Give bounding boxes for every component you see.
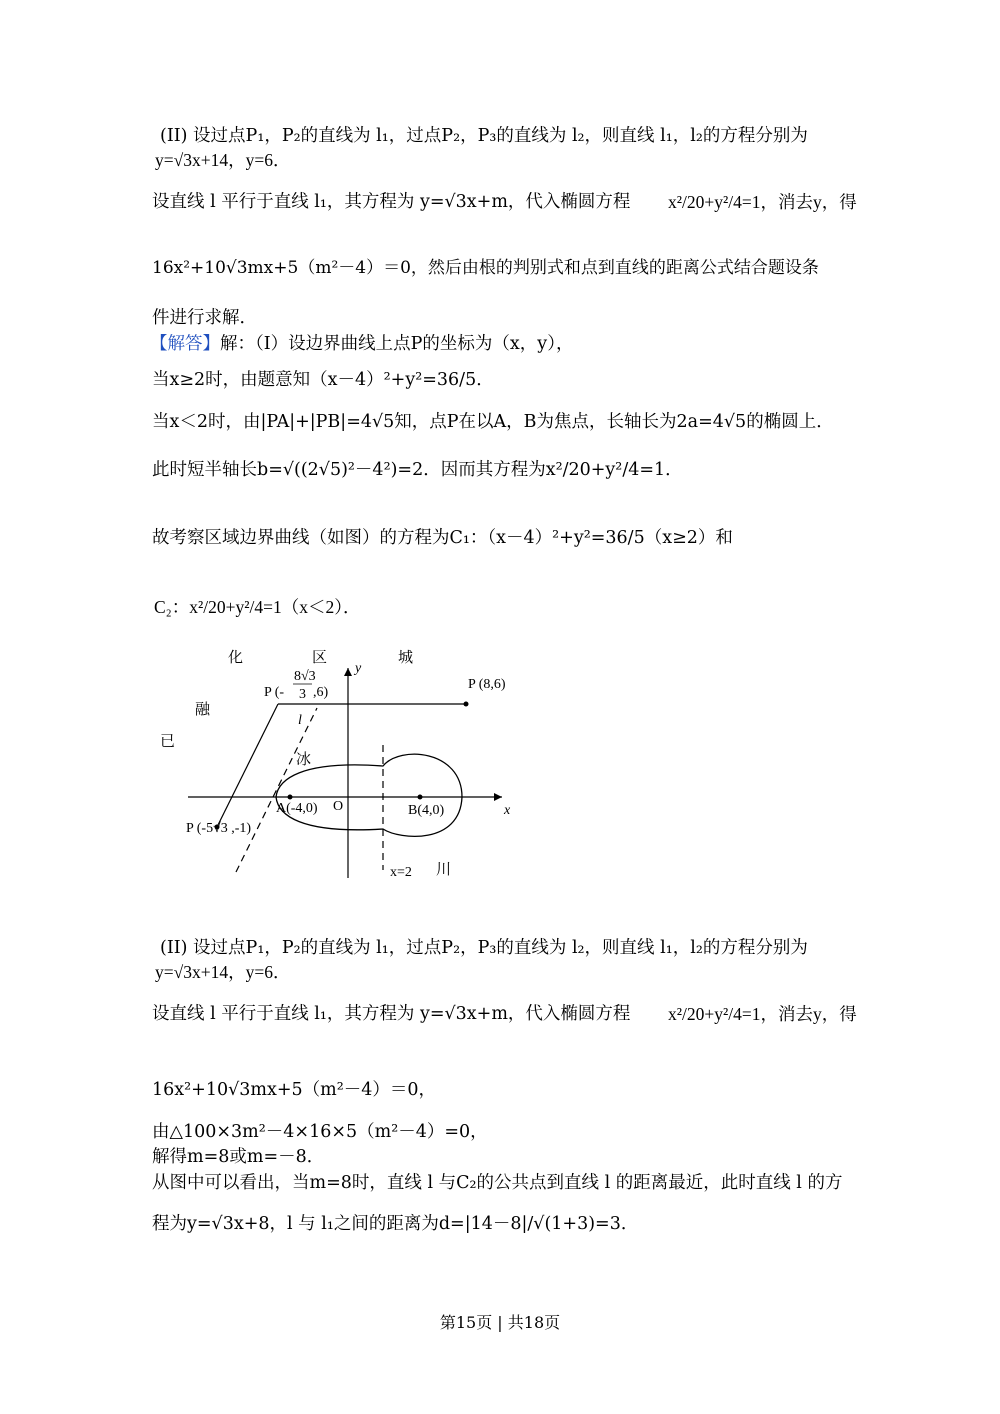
solution-line2: 当x≥2时，由题意知（x－4）²+y²=36/5．: [152, 370, 494, 390]
y-axis-arrow: [344, 668, 352, 676]
label-x-axis: x: [504, 803, 511, 818]
label-y-axis: y: [355, 661, 362, 676]
solution-line1: [150, 332, 573, 356]
part2-bottom-line4: 由△100×3m²－4×16×5（m²－4）=0，: [152, 1122, 488, 1142]
part2-bottom-line5: 解得m=8或m=－8．: [152, 1147, 325, 1167]
part2-bottom-line1b: y=√3x+14，y=6．: [155, 962, 291, 982]
part2-top-line1b: y=√3x+14，y=6．: [155, 150, 291, 170]
x-axis-arrow: [494, 793, 502, 801]
part2-top-line2b: x²/20+y²/4=1，消去y，得: [668, 192, 857, 212]
label-p3: P (-5√3 ,-1): [186, 821, 252, 836]
part2-bottom-line7: 程为y=√3x+8，l 与 l₁之间的距离为d=|14－8|/√(1+3)=3．: [152, 1214, 639, 1234]
part2-top-line3: 16x²+10√3mx+5（m²－4）＝0，然后由根的判别式和点到直线的距离公式结合题设条: [152, 258, 819, 278]
label-qu: 区: [312, 648, 328, 666]
part2-top-line1: (II) 设过点P₁，P₂的直线为 l₁，过点P₂，P₃的直线为 l₂，则直线 l₁，l₂的方程分别为: [160, 126, 808, 146]
label-bing: 冰: [296, 750, 312, 768]
region-figure: [150, 640, 550, 904]
label-p2-prefix: P (-: [264, 685, 285, 700]
part2-bottom-line3: 16x²+10√3mx+5（m²－4）＝0，: [152, 1080, 437, 1100]
label-p2-den: 3: [299, 687, 306, 702]
part2-bottom-line6: 从图中可以看出，当m=8时，直线 l 与C₂的公共点到直线 l 的距离最近，此时直线 l 的方: [152, 1173, 843, 1193]
part2-top-line4: 件进行求解．: [152, 308, 257, 328]
part2-top-line2a: 设直线 l 平行于直线 l₁，其方程为 y=√3x+m，代入椭圆方程: [152, 192, 631, 212]
page-footer: 第15页 | 共18页: [439, 1313, 561, 1332]
label-cheng: 城: [398, 648, 414, 666]
solution-line3: 当x＜2时，由|PA|+|PB|=4√5知，点P在以A，B为焦点，长轴长为2a=4√5的椭圆上．: [152, 412, 834, 432]
region-diagram: [150, 640, 550, 900]
part2-bottom-line2b: x²/20+y²/4=1，消去y，得: [668, 1004, 857, 1024]
label-x2: x=2: [390, 865, 412, 880]
line-l1: [217, 704, 278, 827]
line-l-dashed: [236, 708, 317, 872]
label-hua: 化: [228, 648, 244, 666]
part2-bottom-line2a: 设直线 l 平行于直线 l₁，其方程为 y=√3x+m，代入椭圆方程: [152, 1004, 631, 1024]
solution-line4: 此时短半轴长b=√((2√5)²－4²)=2．因而其方程为x²/20+y²/4=1．: [152, 460, 683, 480]
solution-line6: C₂：x²/20+y²/4=1（x＜2）．: [154, 597, 361, 617]
label-b: B(4,0): [408, 803, 445, 818]
solution-tag: 【解答】: [150, 334, 220, 354]
label-chuan: 川: [436, 860, 452, 878]
point-p1: [464, 702, 469, 707]
part2-bottom-line1: (II) 设过点P₁，P₂的直线为 l₁，过点P₂，P₃的直线为 l₂，则直线 l₁，l₂的方程分别为: [160, 938, 808, 958]
solution-line5: 故考察区域边界曲线（如图）的方程为C₁：（x－4）²+y²=36/5（x≥2）和: [152, 528, 733, 548]
label-yi: 已: [160, 732, 176, 750]
point-b: [418, 795, 423, 800]
label-p2-suffix: ,6): [313, 685, 329, 700]
label-a: A(-4,0): [276, 801, 318, 816]
solution-text1: 解：（I）设边界曲线上点P的坐标为（x，y），: [220, 334, 574, 354]
label-rong: 融: [195, 700, 211, 718]
label-p2-num: 8√3: [294, 669, 316, 684]
label-line-l: l: [298, 713, 302, 728]
point-a: [288, 795, 293, 800]
label-p1: P (8,6): [468, 677, 506, 692]
label-origin: O: [333, 799, 344, 814]
